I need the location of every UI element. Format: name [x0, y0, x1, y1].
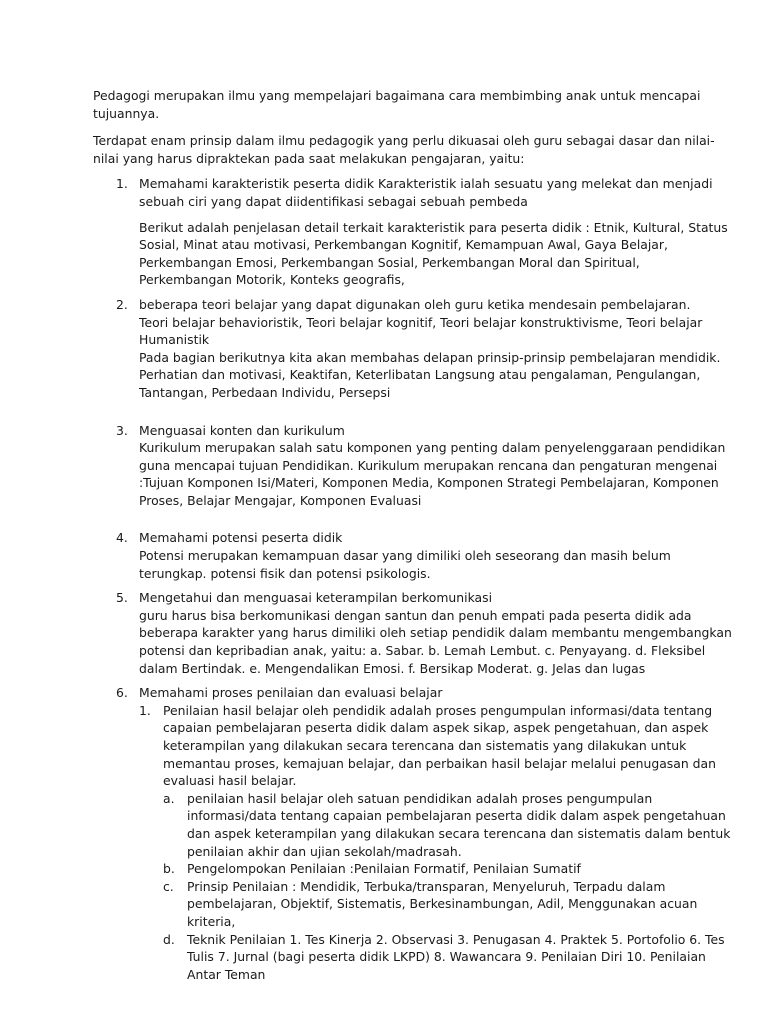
sub-list: [139, 702, 733, 984]
item-number: 5.: [116, 590, 128, 606]
item-number: 2.: [116, 296, 128, 312]
point-item: [163, 860, 733, 878]
item-body: guru harus bisa berkomunikasi dengan santun dan penuh empati pada peserta didik ada beberapa karakter yang harus dimiliki oleh setiap pendidik dalam membantu mengembangkan potensi dan kepribadian anak, yaitu: a. Sabar. b. Lemah Lembut. c. Penyayang. d. Fleksibel dalam Bertindak. e. Mengendalikan Emosi. f. Bersikap Moderat. g. Jelas dan lugas: [139, 607, 732, 676]
item-line: Teori belajar behavioristik, Teori belajar kognitif, Teori belajar konstruktivisme, Teori belajar Humanistik: [139, 314, 703, 348]
item-body: Kurikulum merupakan salah satu komponen yang penting dalam penyelenggaraan pendidikan guna mencapai tujuan Pendidikan. Kurikulum merupakan rencana dan pengaturan mengenai :Tujuan Komponen Isi/Materi, Komponen Media, Komponen Strategi Pembelajaran, Komponen Proses, Belajar Mengajar, Komponen Evaluasi: [139, 440, 726, 508]
list-item: [93, 589, 733, 677]
sub-item-text: Penilaian hasil belajar oleh pendidik adalah proses pengumpulan informasi/data tentang capaian pembelajaran peserta didik dalam aspek sikap, aspek pengetahuan, dan aspek keterampilan yang dilakukan secara terencana dan sistematis yang dilakukan untuk memantau proses, kemajuan belajar, dan perbaikan hasil belajar melalui penugasan dan evaluasi hasil belajar.: [163, 702, 716, 789]
point-letter: d.: [163, 931, 175, 947]
point-item: [163, 878, 733, 931]
item-number: 3.: [116, 422, 128, 438]
point-letter: a.: [163, 790, 175, 806]
item-number: 4.: [116, 530, 128, 546]
principles-list: [93, 175, 733, 983]
item-title: Memahami karakteristik peserta didik Karakteristik ialah sesuatu yang melekat dan menjadi sebuah ciri yang dapat diidentifikasi sebagai sebuah pembeda: [139, 176, 713, 209]
lead-paragraph: Terdapat enam prinsip dalam ilmu pedagogik yang perlu dikuasai oleh guru sebagai dasar dan nilai-nilai yang harus dipraktekan pada saat melakukan pengajaran, yaitu:: [93, 133, 715, 166]
item-title: Mengetahui dan menguasai keterampilan berkomunikasi: [139, 590, 493, 606]
point-list: [163, 790, 733, 984]
point-text: penilaian hasil belajar oleh satuan pendidikan adalah proses pengumpulan informasi/data tentang capaian pembelajaran peserta didik dalam aspek pengetahuan dan aspek keterampilan yang dilakukan secara terencana dan sistematis dalam bentuk penilaian akhir dan ujian sekolah/madrasah.: [187, 790, 731, 859]
list-item: [93, 422, 733, 510]
list-item: [93, 684, 733, 983]
point-text: Prinsip Penilaian : Mendidik, Terbuka/transparan, Menyeluruh, Terpadu dalam pembelajaran, Objektif, Sistematis, Berkesinambungan, Adil, Menggunakan acuan kriteria,: [187, 878, 698, 929]
list-item: [93, 175, 733, 289]
item-line: Pada bagian berikutnya kita akan membahas delapan prinsip-prinsip pembelajaran mendidik. Perhatian dan motivasi, Keaktifan, Keterlibatan Langsung atau pengalaman, Pengulangan, Tantangan, Perbedaan Individu, Persepsi: [139, 349, 721, 400]
list-item: [93, 296, 733, 402]
item-title: Memahami proses penilaian dan evaluasi belajar: [139, 685, 443, 701]
item-extra: Berikut adalah penjelasan detail terkait karakteristik para peserta didik : Etnik, Kultural, Status Sosial, Minat atau motivasi, Perkembangan Kognitif, Kemampuan Awal, Gaya Belajar, Perkembangan Emosi, Perkembangan Sosial, Perkembangan Moral dan Spiritual, Perkembangan Motorik, Konteks geografis,: [139, 219, 728, 288]
point-letter: b.: [163, 861, 175, 877]
item-number: 6.: [116, 685, 128, 701]
point-item: [163, 790, 733, 860]
intro-paragraph: Pedagogi merupakan ilmu yang mempelajari bagaimana cara membimbing anak untuk mencapai tujuannya.: [93, 88, 701, 121]
item-title: Menguasai konten dan kurikulum: [139, 422, 345, 438]
item-number: 1.: [116, 176, 128, 192]
point-letter: c.: [163, 878, 174, 894]
item-title: beberapa teori belajar yang dapat digunakan oleh guru ketika mendesain pembelajaran.: [139, 296, 691, 312]
item-body: Potensi merupakan kemampuan dasar yang dimiliki oleh seseorang dan masih belum terungkap. potensi fisik dan potensi psikologis.: [139, 548, 671, 581]
sub-list-item: [139, 702, 733, 984]
document-page: [93, 87, 733, 983]
point-text: Teknik Penilaian 1. Tes Kinerja 2. Observasi 3. Penugasan 4. Praktek 5. Portofolio 6. Tes Tulis 7. Jurnal (bagi peserta didik LKPD) 8. Wawancara 9. Penilaian Diri 10. Penilaian Antar Teman: [187, 931, 725, 982]
list-item: [93, 529, 733, 582]
item-title: Memahami potensi peserta didik: [139, 530, 343, 546]
point-text: Pengelompokan Penilaian :Penilaian Formatif, Penilaian Sumatif: [187, 861, 581, 877]
point-item: [163, 931, 733, 984]
sub-item-number: 1.: [139, 702, 151, 718]
